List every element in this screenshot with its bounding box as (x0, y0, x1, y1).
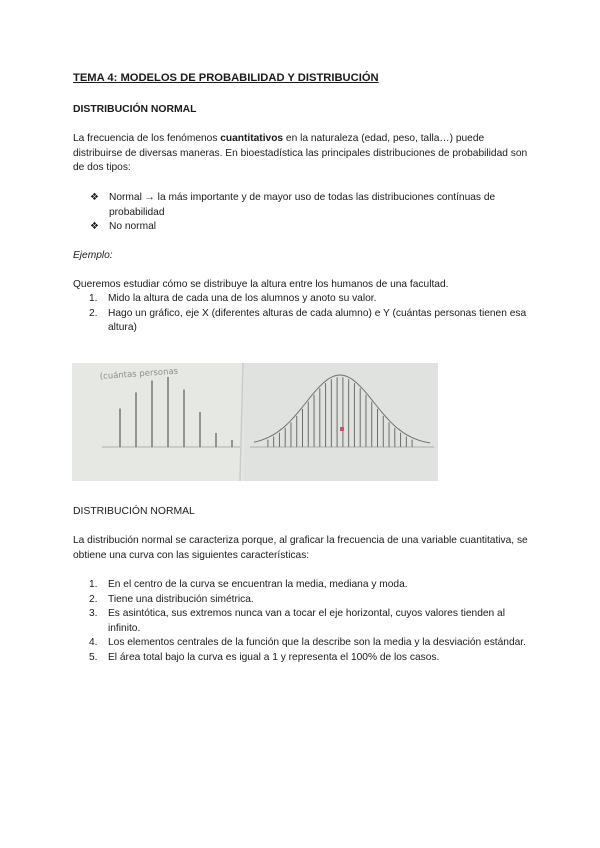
diamond-bullet-icon: ❖ (90, 192, 99, 203)
list-number: 1. (89, 579, 98, 590)
list-item (73, 292, 533, 307)
characteristics-intro: La distribución normal se caracteriza porque, al graficar la frecuencia de una variable cuantitativa, se obtiene una curva con las siguientes características: (73, 535, 528, 561)
list-item-text: Mido la altura de cada una de los alumnos y anoto su valor. (108, 293, 377, 304)
list-item (73, 578, 533, 593)
example-steps-list (73, 292, 533, 336)
photo-svg (72, 363, 438, 481)
list-item-text: En el centro de la curva se encuentran la media, mediana y moda. (108, 579, 408, 590)
distribution-types-list (73, 191, 533, 235)
section-heading-normal-2: DISTRIBUCIÓN NORMAL (73, 506, 195, 517)
list-item-text: El área total bajo la curva es igual a 1 y representa el 100% de los casos. (108, 651, 440, 663)
list-item (73, 191, 533, 220)
intro-paragraph (73, 132, 533, 176)
list-item-text: Es asintótica, sus extremos nunca van a tocar el eje horizontal, cuyos valores tienden al infinito. (108, 608, 505, 634)
list-item (73, 307, 533, 336)
list-number: 1. (89, 293, 98, 304)
handwriting-note: (cuántas personas (99, 366, 179, 382)
list-number: 3. (89, 608, 98, 620)
example-label: Ejemplo: (73, 250, 113, 261)
intro-text-1: La frecuencia de los fenómenos (73, 133, 221, 144)
list-item (73, 636, 533, 651)
characteristics-list (73, 578, 533, 666)
list-item (73, 220, 533, 235)
intro-bold-term: cuantitativos (220, 133, 284, 144)
intro-text-2: en la naturaleza (edad, peso, talla…) puede distribuirse de diversas maneras. En bioestadística las principales distribuciones de probabilidad son de dos tipos: (73, 133, 528, 174)
list-item-text: Normal → la más importante y de mayor uso de todas las distribuciones contínuas de probabilidad (109, 192, 496, 218)
list-number: 2. (89, 593, 98, 605)
example-intro: Queremos estudiar cómo se distribuye la altura entre los humanos de una facultad. (73, 279, 449, 290)
list-item (73, 607, 533, 636)
list-item-text: Los elementos centrales de la función que la describe son la media y la desviación estándar. (108, 637, 526, 649)
list-number: 5. (89, 651, 98, 663)
list-item (73, 651, 533, 666)
example-chart-photo (72, 363, 438, 481)
section-heading-normal: DISTRIBUCIÓN NORMAL (73, 104, 197, 115)
document-title: TEMA 4: MODELOS DE PROBABILIDAD Y DISTRIBUCIÓN (73, 72, 379, 84)
list-item-text: Tiene una distribución simétrica. (108, 593, 254, 605)
highlight-mark (340, 427, 344, 431)
diamond-bullet-icon: ❖ (90, 221, 99, 233)
list-number: 2. (89, 307, 98, 319)
list-item-text: No normal (109, 221, 156, 233)
list-item-text: Hago un gráfico, eje X (diferentes alturas de cada alumno) e Y (cuántas personas tienen esa altura) (108, 307, 527, 334)
list-item (73, 593, 533, 608)
list-number: 4. (89, 637, 98, 649)
